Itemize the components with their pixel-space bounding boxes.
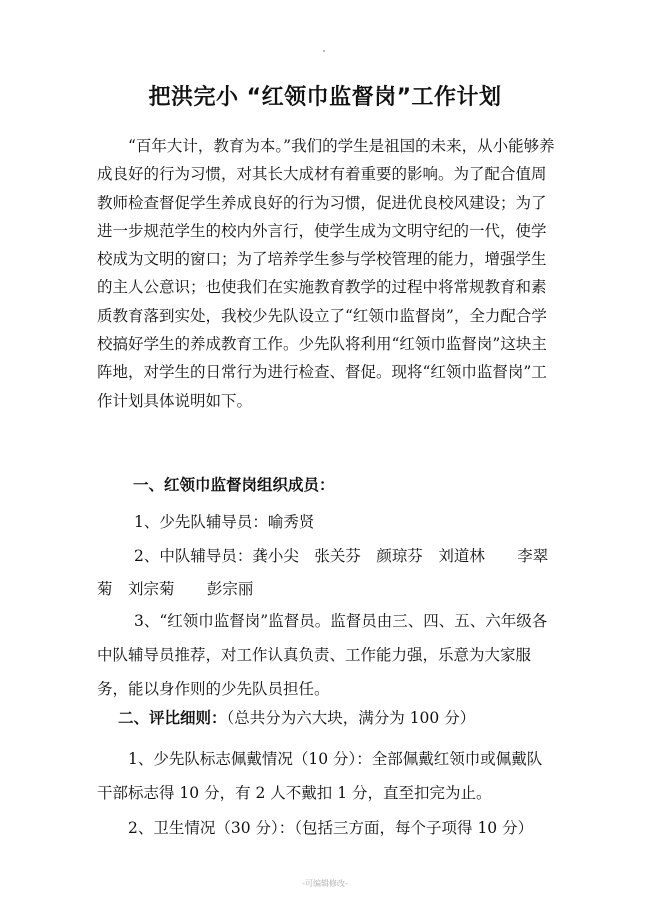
member-item-supervisors: 3、“红领巾监督岗”监督员。监督员由三、四、五、六年级各中队辅导员推荐，对工作认真负责、工作能力强，乐意为大家服务，能以身作则的少先队员担任。 bbox=[97, 612, 548, 698]
intro-paragraph: “百年大计，教育为本。”我们的学生是祖国的未来，从小能够养成良好的行为习惯，对其长大成材有着重要的影响。为了配合值周教师检查督促学生养成良好的行为习惯，促进优良校风建设；为了进一步规范学生的校内外言行，使学生成为文明守纪的一代，使学校成为文明的窗口；为了培养学生参与学校管理的能力，增强学生的主人公意识；也使我们在实施教育教学的过程中将常规教育和素质教育落到实处，我校少先队设立了“红领巾监督岗”，全力配合学校搞好学生的养成教育工作。少先队将利用“红领巾监督岗”这块主阵地，对学生的日常行为进行检查、督促。现将“红领巾监督岗”工作计划具体说明如下。 bbox=[97, 137, 555, 410]
section-heading-rules-label: 二、评比细则： bbox=[118, 709, 227, 727]
rule-item-hygiene: 2、卫生情况（30 分）：（包括三方面，每个子项得 10 分） bbox=[128, 819, 534, 837]
member-item-squad-advisors: 2、中队辅导员：龚小尖 张关芬 颜琼芬 刘道林 李翠菊 刘宗菊 彭宗丽 bbox=[97, 547, 549, 598]
section-heading-rules bbox=[118, 706, 475, 728]
page-marker-dot bbox=[323, 50, 325, 52]
section-heading-rules-note: （总共分为六大块，满分为 100 分） bbox=[226, 709, 476, 727]
page-footer: -可编辑修改- bbox=[302, 879, 348, 888]
document-title: 把洪完小 “红领巾监督岗”工作计划 bbox=[148, 85, 502, 110]
section-heading-members: 一、红领巾监督岗组织成员： bbox=[133, 476, 335, 494]
member-item-advisor: 1、少先队辅导员：喻秀贤 bbox=[134, 513, 315, 531]
rule-item-badge: 1、少先队标志佩戴情况（10 分）：全部佩戴红领巾或佩戴队干部标志得 10 分，有 2 人不戴扣 1 分，直至扣完为止。 bbox=[97, 750, 543, 802]
